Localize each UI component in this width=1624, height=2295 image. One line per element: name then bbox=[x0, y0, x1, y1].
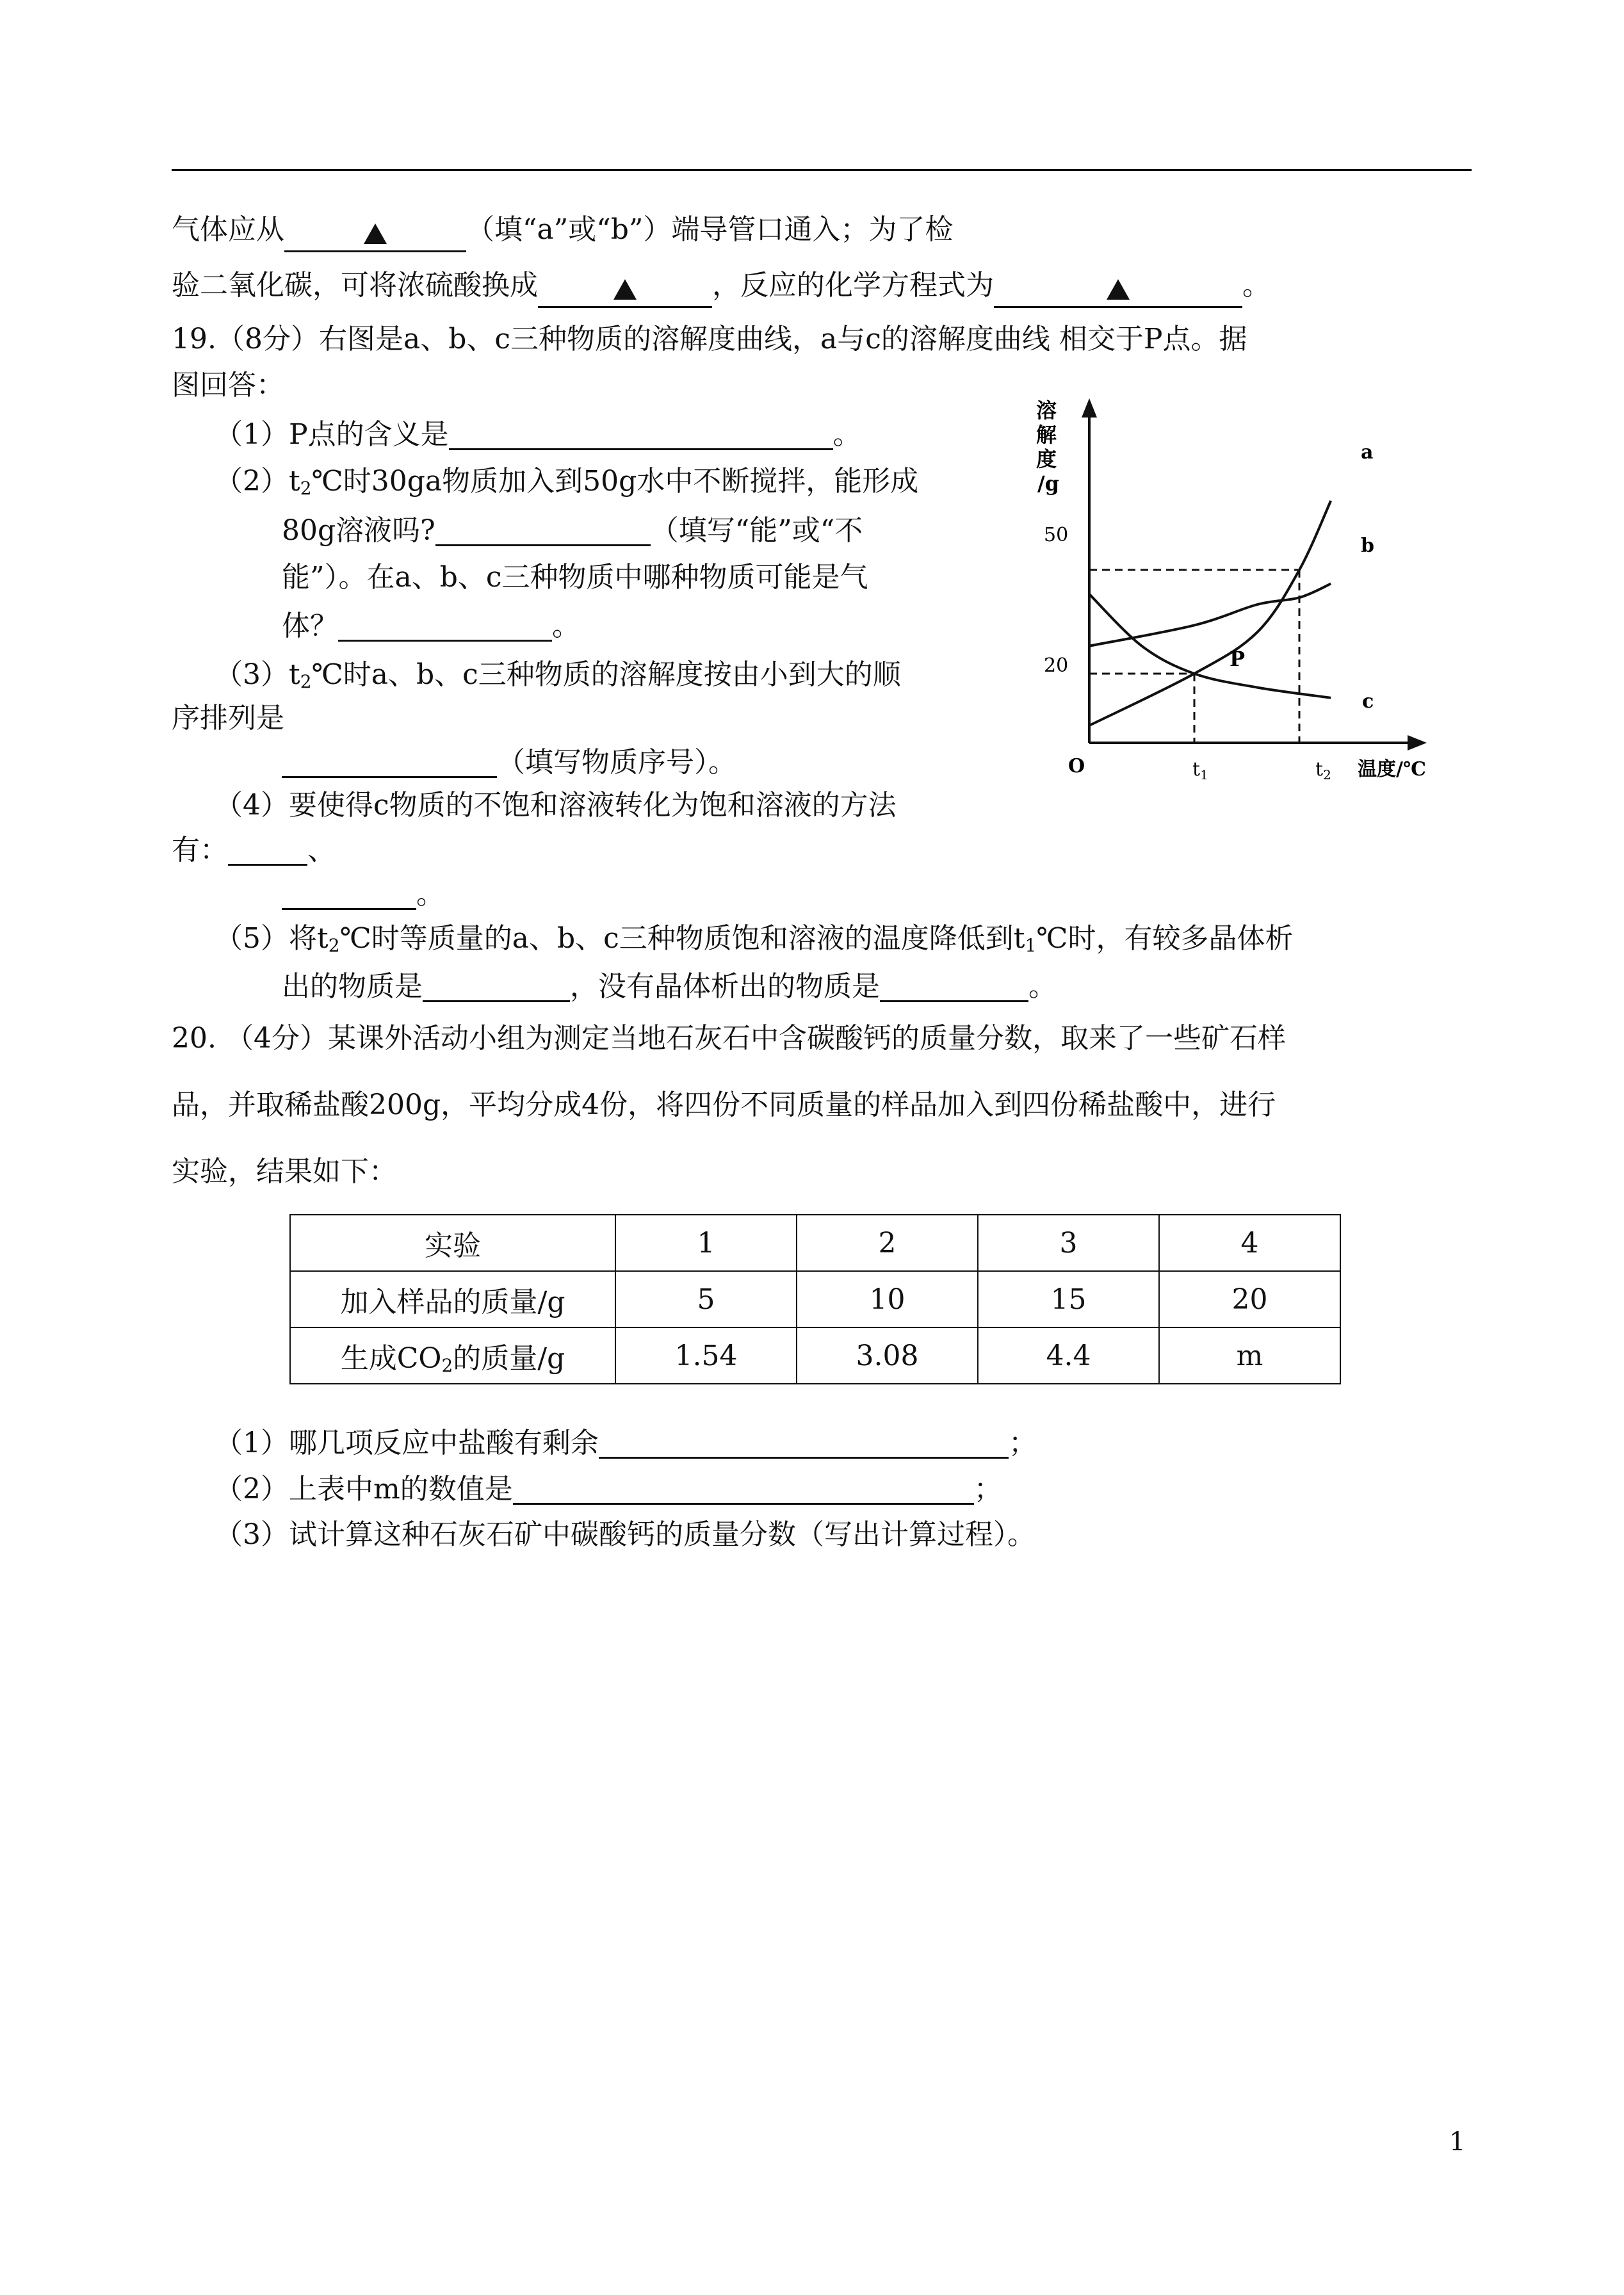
answer-blank[interactable] bbox=[880, 972, 1028, 1002]
table-header-cell: 实验 bbox=[290, 1215, 615, 1271]
origin-label: O bbox=[1068, 755, 1085, 777]
q19-part5-line2: 出的物质是 ，没有晶体析出的物质是 。 bbox=[282, 970, 1057, 1003]
table-header-cell: 1 bbox=[615, 1215, 797, 1271]
answer-blank[interactable] bbox=[282, 880, 416, 910]
curve-b-label: b bbox=[1361, 535, 1374, 557]
table-header-cell: 4 bbox=[1159, 1215, 1340, 1271]
answer-blank[interactable] bbox=[599, 1429, 1009, 1459]
q19-part4-line2: 有： 、 bbox=[172, 834, 336, 866]
y-label-char: 度 bbox=[1036, 447, 1057, 471]
q20-stem-1: 20. （4分）某课外活动小组为测定当地石灰石中含碳酸钙的质量分数，取来了一些矿石样 bbox=[172, 1022, 1286, 1055]
x-tick-t2 bbox=[1315, 758, 1331, 783]
y-axis-arrow bbox=[1082, 398, 1097, 418]
header-rule bbox=[172, 169, 1472, 171]
answer-blank[interactable] bbox=[228, 836, 307, 866]
triangle-icon bbox=[613, 279, 637, 300]
results-table bbox=[289, 1214, 1341, 1384]
table-row bbox=[290, 1215, 1340, 1271]
y-tick-50: 50 bbox=[1044, 524, 1069, 546]
curve-a-label: a bbox=[1361, 441, 1374, 464]
answer-blank[interactable] bbox=[538, 278, 712, 308]
table-row-label: 生成$CO_2$的质量/g bbox=[290, 1327, 615, 1384]
q19-part1: （1）P点的含义是 。 bbox=[215, 418, 861, 451]
q18-line1: 气体应从 （填“a”或“b”）端导管口通入；为了检 bbox=[172, 216, 953, 252]
q19-part3-line1: $(3)t_2℃$时a、b、c三种物质的溶解度按由小到大的顺 bbox=[215, 658, 901, 692]
curve-c-label: c bbox=[1362, 690, 1374, 713]
triangle-icon bbox=[1107, 279, 1130, 300]
table-row bbox=[290, 1327, 1340, 1384]
x-axis-label: 温度/℃ bbox=[1358, 758, 1426, 781]
q19-part2-line2: 80g溶液吗? （填写“能”或“不 bbox=[282, 514, 863, 547]
q19-stem-2: 图回答： bbox=[172, 369, 284, 401]
q20-stem-2: 品，并取稀盐酸200g，平均分成4份，将四份不同质量的样品加入到四份稀盐酸中，进行 bbox=[172, 1089, 1276, 1121]
y-tick-20: 20 bbox=[1044, 654, 1069, 677]
table-cell: 10 bbox=[797, 1271, 978, 1327]
curves bbox=[1089, 501, 1331, 726]
answer-blank[interactable] bbox=[513, 1475, 974, 1505]
x-axis-arrow bbox=[1408, 735, 1427, 750]
q20-part3: （3）试计算这种石灰石矿中碳酸钙的质量分数（写出计算过程）。 bbox=[215, 1518, 1035, 1551]
table-cell: 5 bbox=[615, 1271, 797, 1327]
table-header-cell: 3 bbox=[978, 1215, 1159, 1271]
q19-part3-line2: 序排列是 bbox=[172, 702, 284, 734]
q19-stem-1: 19.（8分）右图是a、b、c三种物质的溶解度曲线，a与c的溶解度曲线 相交于P点。据 bbox=[172, 323, 1247, 355]
q18-line2: 验二氧化碳，可将浓硫酸换成 ，反应的化学方程式为 。 bbox=[172, 272, 1271, 308]
q19-part4-line1: （4）要使得c物质的不饱和溶液转化为饱和溶液的方法 bbox=[215, 789, 897, 822]
table-cell: 4.4 bbox=[978, 1327, 1159, 1384]
answer-blank[interactable] bbox=[994, 278, 1242, 308]
table-header-cell: 2 bbox=[797, 1215, 978, 1271]
answer-blank[interactable] bbox=[338, 612, 552, 642]
q19-part2-line4: 体？ 。 bbox=[282, 610, 580, 642]
y-label-char: 溶 bbox=[1036, 398, 1057, 423]
table-row bbox=[290, 1271, 1340, 1327]
point-p-label: P bbox=[1230, 647, 1246, 671]
guide-lines bbox=[1089, 570, 1299, 743]
table-row-label: 加入样品的质量/g bbox=[290, 1271, 615, 1327]
q20-stem-3: 实验，结果如下： bbox=[172, 1155, 397, 1188]
q19-part2-line3: 能”）。在a、b、c三种物质中哪种物质可能是气 bbox=[282, 561, 868, 594]
answer-blank[interactable] bbox=[284, 222, 466, 252]
q19-part5-line1: （5）将$t_2℃$时等质量的a、b、c三种物质饱和溶液的温度降低到$t_1℃$时，有较多晶体析 bbox=[215, 922, 1294, 956]
answer-blank[interactable] bbox=[449, 420, 833, 450]
table-cell: m bbox=[1159, 1327, 1340, 1384]
table-cell: 1.54 bbox=[615, 1327, 797, 1384]
q19-part3-line3: （填写物质序号）。 bbox=[282, 748, 736, 778]
curve-b bbox=[1089, 584, 1331, 646]
answer-blank[interactable] bbox=[423, 972, 570, 1002]
answer-blank[interactable] bbox=[282, 748, 497, 778]
svg-text:t2: $t_2$ bbox=[1315, 758, 1331, 783]
svg-text:t1: $t_1$ bbox=[1192, 758, 1208, 783]
y-label-char: /g bbox=[1037, 471, 1060, 496]
triangle-icon bbox=[364, 223, 387, 244]
q20-part2: （2）上表中m的数值是 ； bbox=[215, 1473, 1002, 1505]
y-axis-label bbox=[1036, 398, 1059, 496]
solubility-chart bbox=[1025, 384, 1486, 807]
table-cell: 20 bbox=[1159, 1271, 1340, 1327]
answer-blank[interactable] bbox=[435, 516, 651, 546]
q19-part2-line1: $(2)t_2℃$时30ga物质加入到50g水中不断搅拌，能形成 bbox=[215, 465, 919, 499]
page-number: 1 bbox=[1449, 2127, 1466, 2157]
x-tick-t1 bbox=[1192, 758, 1208, 783]
q19-part4-line3: 。 bbox=[282, 880, 444, 910]
curve-c bbox=[1089, 594, 1331, 698]
table-cell: 15 bbox=[978, 1271, 1159, 1327]
q20-part1: （1）哪几项反应中盐酸有剩余 ； bbox=[215, 1427, 1037, 1459]
y-label-char: 解 bbox=[1036, 423, 1057, 447]
table-cell: 3.08 bbox=[797, 1327, 978, 1384]
